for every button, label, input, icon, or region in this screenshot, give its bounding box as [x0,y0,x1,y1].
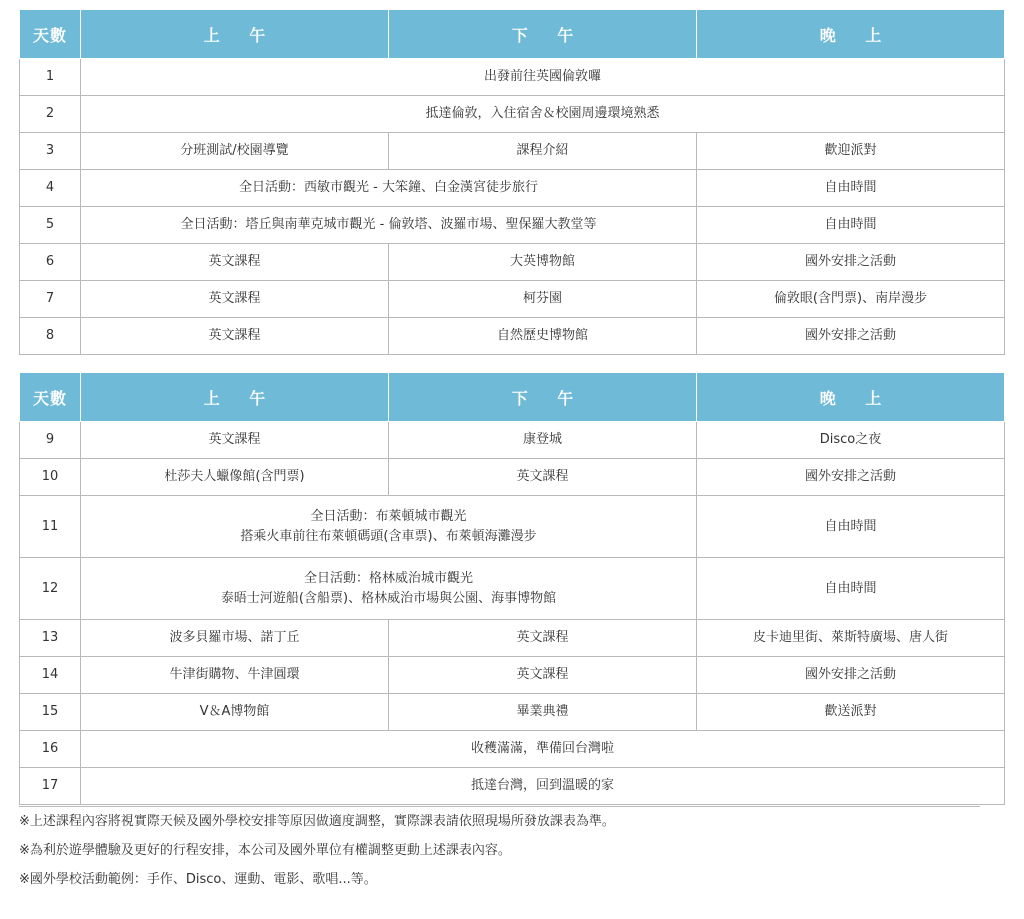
evening-activity: 自由時間 [697,558,1005,620]
day-number: 14 [20,657,81,694]
daytime-activity: 全日活動：塔丘與南華克城市觀光 - 倫敦塔、波羅市場、聖保羅大教堂等 [81,207,697,244]
table-row [20,207,1005,244]
header-evening: 晚 上 [697,373,1005,422]
day-number: 15 [20,694,81,731]
evening-activity: 倫敦眼(含門票)、南岸漫步 [697,281,1005,318]
table-row [20,422,1005,459]
morning-activity: 波多貝羅市場、諾丁丘 [81,620,389,657]
day-number: 17 [20,768,81,805]
table-header-row [20,10,1005,59]
table-row [20,558,1005,620]
evening-activity: Disco之夜 [697,422,1005,459]
morning-activity: V＆A博物館 [81,694,389,731]
full-day-activity: 出發前往英國倫敦囉 [81,59,1005,96]
evening-activity: 國外安排之活動 [697,657,1005,694]
evening-activity: 自由時間 [697,170,1005,207]
evening-activity: 歡送派對 [697,694,1005,731]
header-day: 天數 [20,10,81,59]
header-afternoon: 下 午 [389,373,697,422]
evening-activity: 國外安排之活動 [697,459,1005,496]
day-number: 5 [20,207,81,244]
evening-activity: 國外安排之活動 [697,244,1005,281]
notes-divider [19,806,980,807]
afternoon-activity: 大英博物館 [389,244,697,281]
full-day-activity: 抵達台灣，回到溫暖的家 [81,768,1005,805]
full-day-activity: 抵達倫敦，入住宿舍＆校園周邊環境熟悉 [81,96,1005,133]
day-number: 4 [20,170,81,207]
morning-activity: 杜莎夫人蠟像館(含門票) [81,459,389,496]
afternoon-activity: 英文課程 [389,459,697,496]
note-item: ※國外學校活動範例：手作、Disco、運動、電影、歌唱...等。 [19,872,377,887]
day-number: 6 [20,244,81,281]
morning-activity: 英文課程 [81,281,389,318]
day-number: 16 [20,731,81,768]
morning-activity: 分班測試/校園導覽 [81,133,389,170]
afternoon-activity: 自然歷史博物館 [389,318,697,355]
evening-activity: 國外安排之活動 [697,318,1005,355]
daytime-activity-line1: 全日活動：布萊頓城市觀光 [310,508,467,524]
day-number: 10 [20,459,81,496]
evening-activity: 歡迎派對 [697,133,1005,170]
day-number: 8 [20,318,81,355]
evening-activity: 皮卡迪里街、萊斯特廣場、唐人街 [697,620,1005,657]
daytime-activity [81,496,697,558]
afternoon-activity: 畢業典禮 [389,694,697,731]
note-item: ※為利於遊學體驗及更好的行程安排，本公司及國外單位有權調整更動上述課表內容。 [19,843,511,858]
table-row [20,694,1005,731]
table-header-row [20,373,1005,422]
header-evening: 晚 上 [697,10,1005,59]
header-morning: 上 午 [81,10,389,59]
afternoon-activity: 柯芬園 [389,281,697,318]
evening-activity: 自由時間 [697,496,1005,558]
daytime-activity: 全日活動：西敏市觀光 - 大笨鐘、白金漢宮徒步旅行 [81,170,697,207]
daytime-activity [81,558,697,620]
day-number: 7 [20,281,81,318]
note-item: ※上述課程內容將視實際天候及國外學校安排等原因做適度調整，實際課表請依照現場所發放課表為準。 [19,814,615,829]
afternoon-activity: 康登城 [389,422,697,459]
notes-section [19,812,999,899]
afternoon-activity: 課程介紹 [389,133,697,170]
daytime-activity-line2: 泰晤士河遊船(含船票)、格林威治市場與公園、海事博物館 [220,590,557,606]
morning-activity: 英文課程 [81,244,389,281]
table-row [20,59,1005,96]
day-number: 11 [20,496,81,558]
day-number: 13 [20,620,81,657]
table-row [20,657,1005,694]
table-row [20,496,1005,558]
header-afternoon: 下 午 [389,10,697,59]
daytime-activity-line1: 全日活動：格林威治城市觀光 [303,570,473,586]
day-number: 1 [20,59,81,96]
full-day-activity: 收穫滿滿，準備回台灣啦 [81,731,1005,768]
table-row [20,170,1005,207]
schedule-table-week2 [19,372,1005,805]
day-number: 2 [20,96,81,133]
morning-activity: 英文課程 [81,318,389,355]
table-row [20,318,1005,355]
afternoon-activity: 英文課程 [389,620,697,657]
day-number: 3 [20,133,81,170]
table-row [20,96,1005,133]
schedule-table-week1 [19,9,1005,355]
evening-activity: 自由時間 [697,207,1005,244]
day-number: 9 [20,422,81,459]
header-day: 天數 [20,373,81,422]
morning-activity: 英文課程 [81,422,389,459]
header-morning: 上 午 [81,373,389,422]
day-number: 12 [20,558,81,620]
table-row [20,731,1005,768]
table-row [20,133,1005,170]
daytime-activity-line2: 搭乘火車前往布萊頓碼頭(含車票)、布萊頓海灘漫步 [240,528,537,544]
table-row [20,281,1005,318]
table-row [20,620,1005,657]
table-row [20,244,1005,281]
morning-activity: 牛津街購物、牛津圓環 [81,657,389,694]
afternoon-activity: 英文課程 [389,657,697,694]
table-row [20,459,1005,496]
table-row [20,768,1005,805]
